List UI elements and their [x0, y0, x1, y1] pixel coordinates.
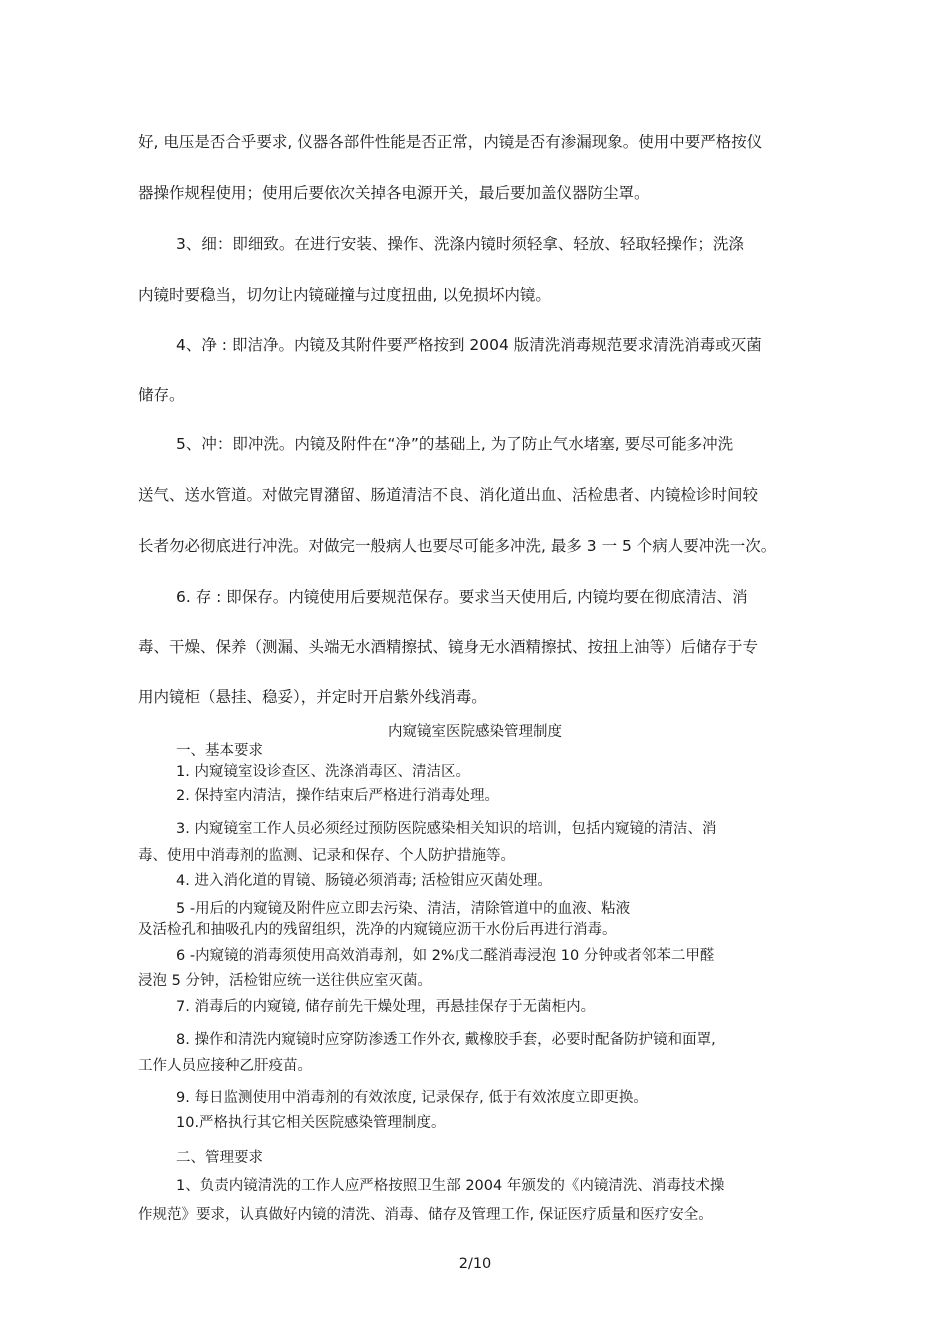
section-heading: 一、基本要求	[176, 743, 263, 759]
section-title: 内窥镜室医院感染管理制度	[388, 724, 562, 740]
list-item: 2. 保持室内清洁，操作结束后严格进行消毒处理。	[176, 788, 499, 804]
list-item-continued: 作规范》要求，认真做好内镜的清洗、消毒、储存及管理工作, 保证医疗质量和医疗安全。	[138, 1207, 713, 1223]
text-line: 储存。	[138, 386, 185, 404]
list-item: 9. 每日监测使用中消毒剂的有效浓度, 记录保存, 低于有效浓度立即更换。	[176, 1090, 648, 1106]
text-line: 器操作规程使用；使用后要依次关掉各电源开关，最后要加盖仪器防尘罩。	[138, 184, 650, 202]
text-line: 内镜时要稳当，切勿让内镜碰撞与过度扭曲, 以免损坏内镜。	[138, 286, 551, 304]
page-number: 2/10	[458, 1256, 492, 1272]
list-item-continued: 毒、使用中消毒剂的监测、记录和保存、个人防护措施等。	[138, 848, 515, 864]
list-item: 10.严格执行其它相关医院感染管理制度。	[176, 1115, 446, 1131]
list-item-continued: 工作人员应接种乙肝疫苗。	[138, 1058, 312, 1074]
text-line: 用内镜柜（悬挂、稳妥），并定时开启紫外线消毒。	[138, 688, 487, 706]
text-line: 好, 电压是否合乎要求, 仪器各部件性能是否正常，内镜是否有渗漏现象。使用中要严格按仪	[138, 133, 763, 151]
list-item-continued: 及活检孔和抽吸孔内的残留组织，洗净的内窥镜应沥干水份后再进行消毒。	[138, 922, 617, 938]
list-item-continued: 浸泡 5 分钟，活检钳应统一送往供应室灭菌。	[138, 973, 432, 989]
list-item: 7. 消毒后的内窥镜, 储存前先干燥处理，再悬挂保存于无菌柜内。	[176, 999, 596, 1015]
list-item: 5 -用后的内窥镜及附件应立即去污染、清洁，清除管道中的血液、粘液	[176, 901, 631, 917]
text-line: 3、细：即细致。在进行安装、操作、洗涤内镜时须轻拿、轻放、轻取轻操作；洗涤	[176, 235, 744, 253]
text-line: 送气、送水管道。对做完胃潴留、肠道清洁不良、消化道出血、活检患者、内镜检诊时间较	[138, 486, 759, 504]
list-item: 1、负责内镜清洗的工作人应严格按照卫生部 2004 年颁发的《内镜清洗、消毒技术操	[176, 1178, 725, 1194]
list-item: 4. 进入消化道的胃镜、肠镜必须消毒; 活检钳应灭菌处理。	[176, 873, 552, 889]
text-line: 4、净 : 即洁净。内镜及其附件要严格按到 2004 版清洗消毒规范要求清洗消毒或灭菌	[176, 336, 762, 354]
text-line: 6. 存 : 即保存。内镜使用后要规范保存。要求当天使用后, 内镜均要在彻底清洁、消	[176, 588, 748, 606]
text-line: 5、冲：即冲洗。内镜及附件在“净”的基础上, 为了防止气水堵塞, 要尽可能多冲洗	[176, 435, 734, 453]
list-item: 1. 内窥镜室设诊查区、洗涤消毒区、清洁区。	[176, 764, 470, 780]
list-item: 8. 操作和清洗内窥镜时应穿防渗透工作外衣, 戴橡胶手套，必要时配备防护镜和面罩,	[176, 1032, 716, 1048]
list-item: 3. 内窥镜室工作人员必须经过预防医院感染相关知识的培训，包括内窥镜的清洁、消	[176, 821, 717, 837]
text-line: 长者勿必彻底进行冲洗。对做完一般病人也要尽可能多冲洗, 最多 3 一 5 个病人要冲洗一次。	[138, 537, 777, 555]
text-line: 毒、干燥、保养（测漏、头端无水酒精擦拭、镜身无水酒精擦拭、按扭上油等）后储存于专	[138, 638, 759, 656]
list-item: 6 -内窥镜的消毒须使用高效消毒剂，如 2%戊二醛消毒浸泡 10 分钟或者邻苯二甲醛	[176, 948, 715, 964]
section-heading: 二、管理要求	[176, 1150, 263, 1166]
